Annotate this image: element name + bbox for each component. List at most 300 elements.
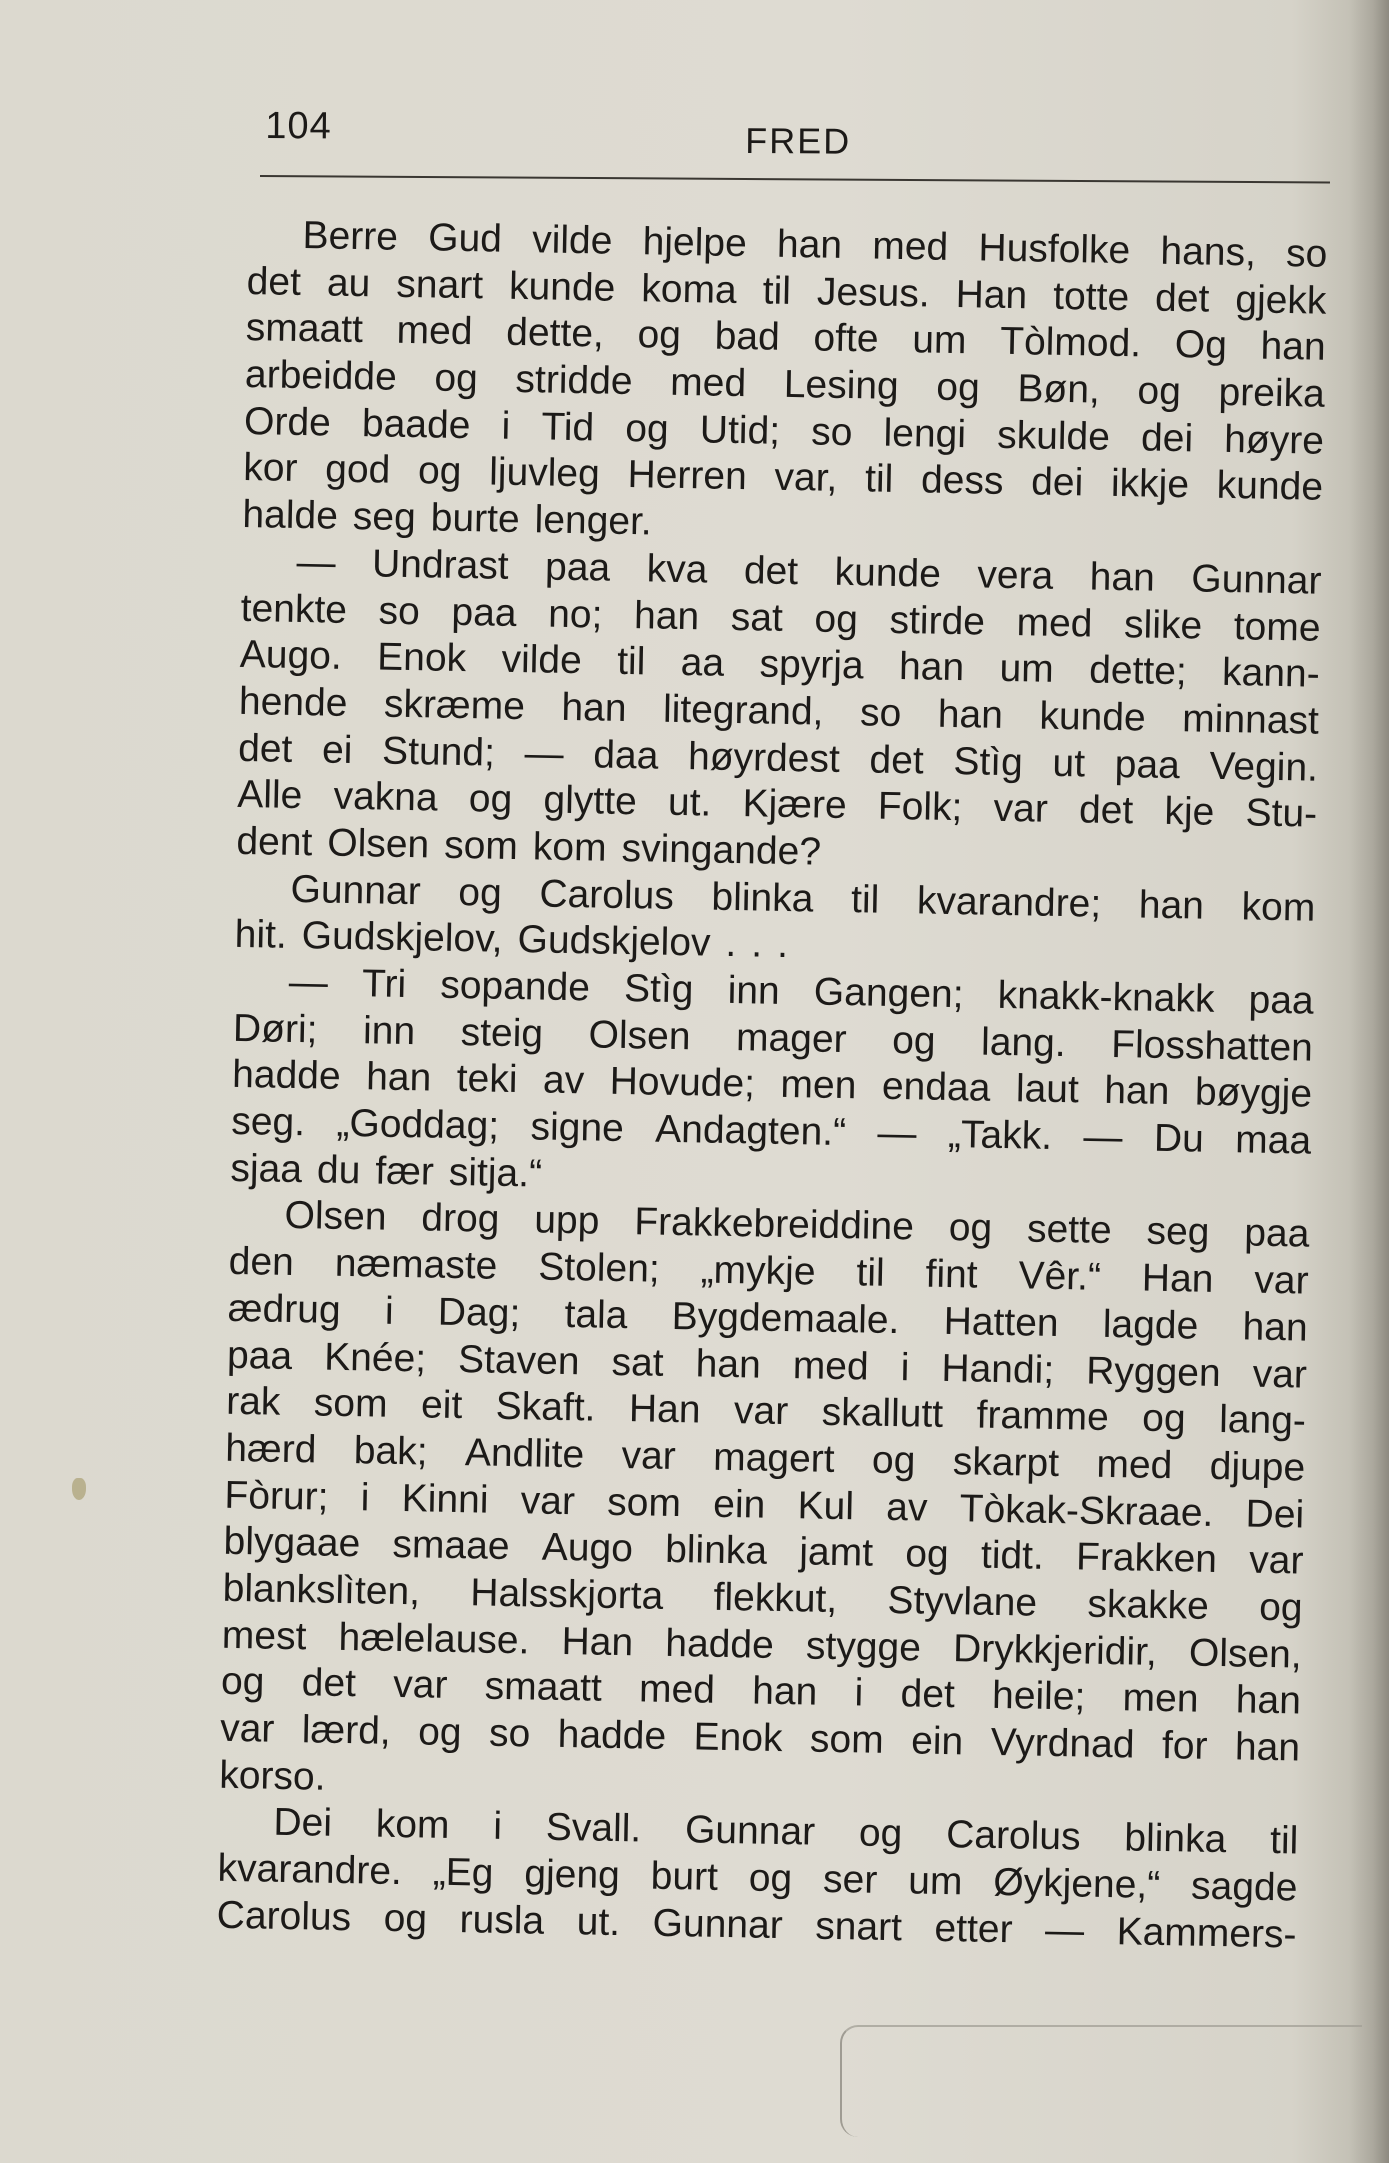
- word: Handi;: [941, 1346, 1055, 1392]
- word: lang.: [980, 1020, 1067, 1065]
- word: blankslìten,: [222, 1566, 421, 1614]
- word: Kjære: [742, 782, 848, 828]
- word: kva: [646, 547, 708, 592]
- word: seg: [1146, 1210, 1210, 1255]
- word: han: [1235, 1678, 1302, 1723]
- word: Tri: [361, 962, 407, 1007]
- word: Olsen: [284, 1194, 387, 1240]
- word: men: [1122, 1676, 1199, 1721]
- word: som: [313, 1381, 388, 1426]
- word: stygge: [805, 1624, 922, 1670]
- word: Staven: [457, 1337, 580, 1383]
- word: og: [904, 1532, 950, 1577]
- word: lengi: [883, 411, 967, 456]
- word: dess: [920, 458, 1004, 504]
- word: Kul: [797, 1483, 855, 1528]
- word: Svall.: [545, 1806, 642, 1851]
- word: Kammers-: [1116, 1909, 1297, 1957]
- word: i: [360, 1475, 370, 1520]
- word: lagde: [1102, 1302, 1199, 1348]
- word: kunde: [834, 550, 942, 596]
- word: framme: [976, 1393, 1110, 1440]
- word: Vegin.: [1209, 744, 1319, 790]
- word: Vêr.“: [1018, 1254, 1102, 1299]
- word: „mykje: [700, 1248, 816, 1294]
- word: dent: [236, 819, 313, 865]
- word: kann-: [1221, 651, 1321, 696]
- word: Gunnar: [684, 1808, 816, 1855]
- word: rusla: [459, 1897, 545, 1943]
- word: han: [751, 1669, 818, 1714]
- page-edge-shadow: [1349, 0, 1389, 2163]
- word: Stìg: [953, 739, 1024, 784]
- word: Utid;: [699, 408, 781, 453]
- word: kom: [1241, 884, 1316, 930]
- word: ut: [1052, 741, 1086, 785]
- word: etter: [934, 1906, 1013, 1952]
- word: Dag;: [437, 1290, 521, 1335]
- word: var: [1253, 1258, 1309, 1303]
- word: til: [856, 1251, 886, 1295]
- word: og: [220, 1660, 265, 1704]
- word: han: [633, 593, 700, 638]
- word: Han: [561, 1619, 634, 1664]
- word: som: [443, 823, 519, 868]
- word: Carolus: [216, 1893, 352, 1939]
- word: Olsen: [588, 1013, 691, 1058]
- word: han: [1260, 324, 1327, 370]
- word: og: [748, 1856, 793, 1901]
- word: smaatt: [484, 1664, 603, 1711]
- word: ei: [321, 728, 353, 772]
- word: lenger.: [534, 498, 653, 544]
- word: og: [858, 1811, 903, 1856]
- word: .: [776, 923, 789, 967]
- word: fint: [925, 1252, 979, 1297]
- word: Undrast: [371, 542, 510, 588]
- word: ljuvleg: [488, 450, 601, 496]
- word: han: [1234, 1725, 1301, 1770]
- word: av: [885, 1485, 928, 1530]
- word: han: [1089, 555, 1156, 600]
- word: hadde: [557, 1712, 667, 1758]
- word: Enok: [693, 1715, 783, 1761]
- word: Du: [1153, 1116, 1205, 1161]
- word: Frakkebreiddine: [633, 1200, 915, 1249]
- word: og: [814, 596, 859, 641]
- word: eit: [420, 1383, 463, 1428]
- word: Gudskjelov,: [301, 914, 504, 962]
- word: og: [871, 1438, 916, 1483]
- word: stridde: [515, 357, 633, 404]
- word: og: [468, 777, 513, 822]
- word: Bygdemaale.: [671, 1294, 900, 1342]
- word: so: [810, 410, 853, 454]
- word: Gunnar: [1190, 557, 1322, 603]
- word: Tid: [541, 405, 595, 450]
- word: gjekk: [1234, 277, 1327, 323]
- word: au: [326, 261, 371, 305]
- word: hende: [238, 679, 348, 725]
- word: paa: [1248, 978, 1315, 1023]
- word: var: [1248, 1538, 1304, 1583]
- word: paa: [1114, 742, 1181, 787]
- page-number: 104: [265, 105, 332, 148]
- word: tenkte: [240, 586, 348, 632]
- word: med: [792, 1343, 870, 1389]
- word: med: [1096, 1442, 1173, 1488]
- word: so: [1285, 232, 1328, 276]
- word: Skaft.: [495, 1384, 596, 1430]
- word: sopande: [439, 963, 591, 1010]
- word: til: [762, 269, 792, 313]
- word: seg: [352, 495, 417, 540]
- word: burte: [430, 496, 521, 542]
- word: vera: [977, 553, 1054, 598]
- word: og: [948, 1206, 993, 1251]
- word: ein: [712, 1482, 766, 1527]
- word: og: [1141, 1396, 1187, 1441]
- word: koma: [640, 266, 738, 312]
- word: kor: [242, 446, 298, 491]
- word: drog: [420, 1196, 500, 1242]
- word: teki: [456, 1057, 518, 1102]
- word: Lesing: [783, 362, 900, 409]
- word: høyrdest: [687, 734, 841, 781]
- word: paa: [1243, 1211, 1310, 1257]
- word: so: [378, 588, 421, 633]
- word: snart: [395, 262, 484, 308]
- word: svingande?: [621, 826, 822, 874]
- word: med: [396, 309, 473, 354]
- word: skallutt: [821, 1390, 944, 1437]
- word: blinka: [1123, 1816, 1227, 1862]
- word: sette: [1026, 1207, 1113, 1253]
- word: „Takk.: [947, 1113, 1053, 1158]
- word: vilde: [501, 637, 583, 683]
- word: paa: [544, 545, 611, 590]
- word: ut.: [576, 1900, 621, 1944]
- word: tome: [1233, 604, 1321, 650]
- word: hit.: [234, 913, 288, 958]
- word: Husfolke: [978, 226, 1131, 273]
- word: flekkut,: [713, 1575, 838, 1621]
- word: han: [365, 1055, 432, 1100]
- word: no;: [547, 592, 603, 637]
- word: var: [520, 1478, 576, 1523]
- word: i: [854, 1671, 864, 1715]
- word: Dei: [273, 1801, 333, 1846]
- word: Orde: [243, 399, 332, 445]
- word: hans,: [1160, 229, 1257, 275]
- word: av: [542, 1058, 585, 1103]
- word: glytte: [543, 778, 638, 824]
- word: Gunnar: [290, 867, 422, 913]
- word: Stìg: [623, 967, 694, 1012]
- word: Gangen;: [813, 970, 964, 1017]
- word: dette;: [1088, 648, 1188, 694]
- word: laut: [1015, 1067, 1080, 1112]
- word: som: [606, 1480, 682, 1525]
- word: sagde: [1190, 1864, 1298, 1910]
- word: —: [877, 1111, 917, 1156]
- word: slike: [1123, 602, 1203, 648]
- word: det: [1078, 788, 1134, 833]
- word: med: [871, 224, 949, 269]
- word: Tòkak-Skraae.: [959, 1486, 1214, 1535]
- word: Stolen;: [537, 1245, 661, 1291]
- word: um: [911, 318, 967, 363]
- word: skulde: [996, 413, 1111, 459]
- word: skræme: [383, 682, 526, 729]
- word: tidt.: [980, 1533, 1045, 1579]
- word: rak: [225, 1379, 281, 1424]
- library-stamp-outline: [840, 2025, 1362, 2137]
- word: bak;: [353, 1429, 428, 1474]
- word: var: [219, 1706, 275, 1751]
- word: det: [1154, 276, 1210, 321]
- word: —: [1044, 1908, 1085, 1953]
- word: ædrug: [227, 1286, 342, 1332]
- word: kvarandre.: [217, 1846, 403, 1894]
- word: sjaa: [230, 1146, 303, 1191]
- word: blygaae: [223, 1520, 361, 1566]
- word: kje: [1164, 790, 1215, 835]
- word: Tòlmod.: [999, 320, 1142, 366]
- word: og: [417, 1710, 462, 1755]
- word: preika: [1218, 370, 1326, 416]
- word: lærd,: [301, 1708, 392, 1753]
- word: kunde: [1216, 464, 1324, 510]
- word: den: [228, 1239, 295, 1285]
- word: det: [869, 738, 925, 783]
- word: Halsskjorta: [470, 1571, 664, 1618]
- word: tala: [564, 1292, 628, 1337]
- word: han: [561, 685, 627, 730]
- word: Kinni: [401, 1476, 489, 1522]
- word: god: [324, 447, 391, 493]
- word: blinka: [664, 1528, 768, 1573]
- word: inn: [362, 1008, 416, 1053]
- word: —: [524, 731, 565, 776]
- word: .: [750, 922, 763, 966]
- word: Olsen,: [1188, 1631, 1303, 1677]
- word: og: [434, 356, 479, 401]
- word: smaatt: [245, 306, 364, 352]
- word: gjeng: [524, 1852, 621, 1898]
- word: han: [695, 1341, 762, 1387]
- word: ein: [910, 1719, 964, 1764]
- word: so: [488, 1711, 531, 1756]
- word: Olsen: [326, 821, 430, 867]
- word: skarpt: [952, 1440, 1060, 1485]
- word: ser: [822, 1857, 878, 1902]
- word: kunde: [1039, 694, 1147, 740]
- word: til: [1269, 1819, 1299, 1863]
- word: han: [937, 692, 1004, 737]
- word: seg.: [230, 1099, 306, 1145]
- word: heile;: [991, 1674, 1086, 1719]
- word: Knée;: [323, 1335, 427, 1380]
- word: sat: [611, 1340, 665, 1385]
- word: lang-: [1218, 1398, 1307, 1443]
- word: vakna: [333, 774, 439, 820]
- word: knakk-knakk: [997, 973, 1215, 1021]
- running-head: [260, 105, 1330, 184]
- running-title: FRED: [745, 119, 852, 162]
- word: Styvlane: [887, 1578, 1038, 1625]
- word: og: [417, 449, 462, 494]
- word: til: [864, 457, 894, 502]
- word: Hovude;: [609, 1060, 756, 1106]
- word: for: [1161, 1724, 1208, 1768]
- word: —: [288, 960, 329, 1005]
- word: med: [638, 1667, 716, 1713]
- word: Flosshatten: [1110, 1022, 1314, 1070]
- word: og: [936, 365, 981, 410]
- word: Carolus: [539, 872, 675, 918]
- word: Berre: [302, 214, 399, 259]
- word: snart: [814, 1904, 903, 1950]
- word: Enok: [376, 635, 467, 681]
- word: og: [1258, 1585, 1303, 1630]
- stain-mark: [72, 1478, 86, 1500]
- word: Carolus: [945, 1813, 1081, 1859]
- word: Augo.: [239, 633, 343, 678]
- word: inn: [727, 968, 781, 1013]
- word: og: [457, 870, 503, 915]
- word: Frakken: [1075, 1535, 1218, 1582]
- word: „Goddag;: [336, 1101, 500, 1148]
- word: sat: [730, 595, 784, 640]
- word: og: [624, 406, 670, 451]
- word: Døri;: [232, 1006, 318, 1052]
- word: Stund;: [381, 729, 496, 775]
- word: men: [780, 1063, 857, 1108]
- word: hærd: [224, 1426, 317, 1472]
- word: aa: [680, 641, 725, 685]
- word: vilde: [531, 218, 613, 263]
- word: ofte: [813, 316, 879, 361]
- word: og: [637, 313, 682, 358]
- word: —: [296, 540, 336, 585]
- word: han: [1103, 1069, 1170, 1114]
- word: hadde: [231, 1053, 342, 1099]
- word: .: [725, 922, 737, 966]
- word: Jesus.: [816, 270, 931, 316]
- word: Andagten.“: [654, 1107, 847, 1155]
- word: Drykkjeridir,: [952, 1626, 1158, 1674]
- word: var: [621, 1433, 677, 1478]
- word: og: [891, 1018, 936, 1063]
- word: var: [993, 787, 1049, 832]
- word: kunde: [508, 264, 616, 310]
- word: var,: [774, 456, 838, 501]
- word: endaa: [881, 1065, 991, 1111]
- word: i: [384, 1289, 394, 1333]
- word: næmaste: [334, 1241, 498, 1288]
- word: dei: [1140, 416, 1194, 461]
- word: litegrand,: [662, 687, 824, 734]
- word: magert: [712, 1435, 835, 1481]
- word: Alle: [236, 773, 303, 818]
- word: Stu-: [1245, 791, 1318, 836]
- word: i: [492, 1805, 503, 1849]
- word: og: [1137, 369, 1182, 414]
- word: det: [743, 548, 799, 593]
- word: daa: [592, 732, 659, 778]
- word: med: [1016, 600, 1093, 646]
- word: hælelause.: [338, 1615, 530, 1663]
- word: det: [237, 726, 293, 771]
- word: korso.: [218, 1753, 326, 1799]
- word: dette,: [505, 311, 605, 356]
- word: Øykjene,“: [992, 1861, 1161, 1908]
- word: fær: [374, 1149, 435, 1194]
- word: skakke: [1087, 1582, 1210, 1628]
- word: Ryggen: [1085, 1349, 1222, 1395]
- word: Herren: [627, 453, 748, 499]
- word: halde: [242, 493, 339, 538]
- word: Vyrdnad: [990, 1720, 1135, 1767]
- word: det: [301, 1661, 357, 1706]
- word: Gud: [427, 216, 503, 261]
- word: han: [776, 222, 843, 267]
- word: til: [850, 877, 880, 922]
- word: um: [907, 1859, 963, 1904]
- word: Han: [1141, 1256, 1214, 1301]
- word: arbeidde: [244, 353, 398, 399]
- word: høyre: [1223, 417, 1325, 463]
- word: var: [733, 1389, 789, 1434]
- word: Dei: [1245, 1492, 1305, 1537]
- word: Bøn,: [1017, 367, 1101, 412]
- word: Han: [955, 272, 1028, 317]
- body-text: [216, 212, 1327, 1959]
- word: „Eg: [432, 1850, 494, 1895]
- word: maa: [1234, 1118, 1312, 1163]
- word: upp: [533, 1198, 600, 1244]
- word: kom: [532, 825, 607, 870]
- word: var: [1252, 1352, 1308, 1397]
- word: so: [859, 691, 902, 735]
- word: spyrja: [759, 642, 865, 688]
- word: burt: [650, 1854, 719, 1899]
- word: Gudskjelov: [517, 918, 711, 965]
- word: ut.: [667, 781, 712, 825]
- word: til: [616, 640, 646, 684]
- word: var: [392, 1663, 448, 1708]
- word: han: [1138, 883, 1205, 928]
- word: paa: [226, 1333, 293, 1378]
- word: Folk;: [877, 784, 963, 830]
- word: paa: [451, 590, 517, 635]
- word: Og: [1174, 323, 1228, 368]
- word: Fòrur;: [224, 1473, 329, 1519]
- word: og: [383, 1896, 428, 1941]
- word: ikkje: [1110, 462, 1190, 507]
- word: steig: [460, 1010, 544, 1056]
- word: sitja.“: [448, 1150, 543, 1196]
- word: det: [246, 259, 302, 304]
- word: totte: [1052, 274, 1130, 319]
- word: bad: [714, 314, 781, 360]
- word: jamt: [798, 1530, 874, 1575]
- word: i: [501, 404, 511, 448]
- word: kvarandre;: [916, 879, 1102, 926]
- word: blinka: [711, 875, 814, 921]
- word: baade: [361, 401, 471, 447]
